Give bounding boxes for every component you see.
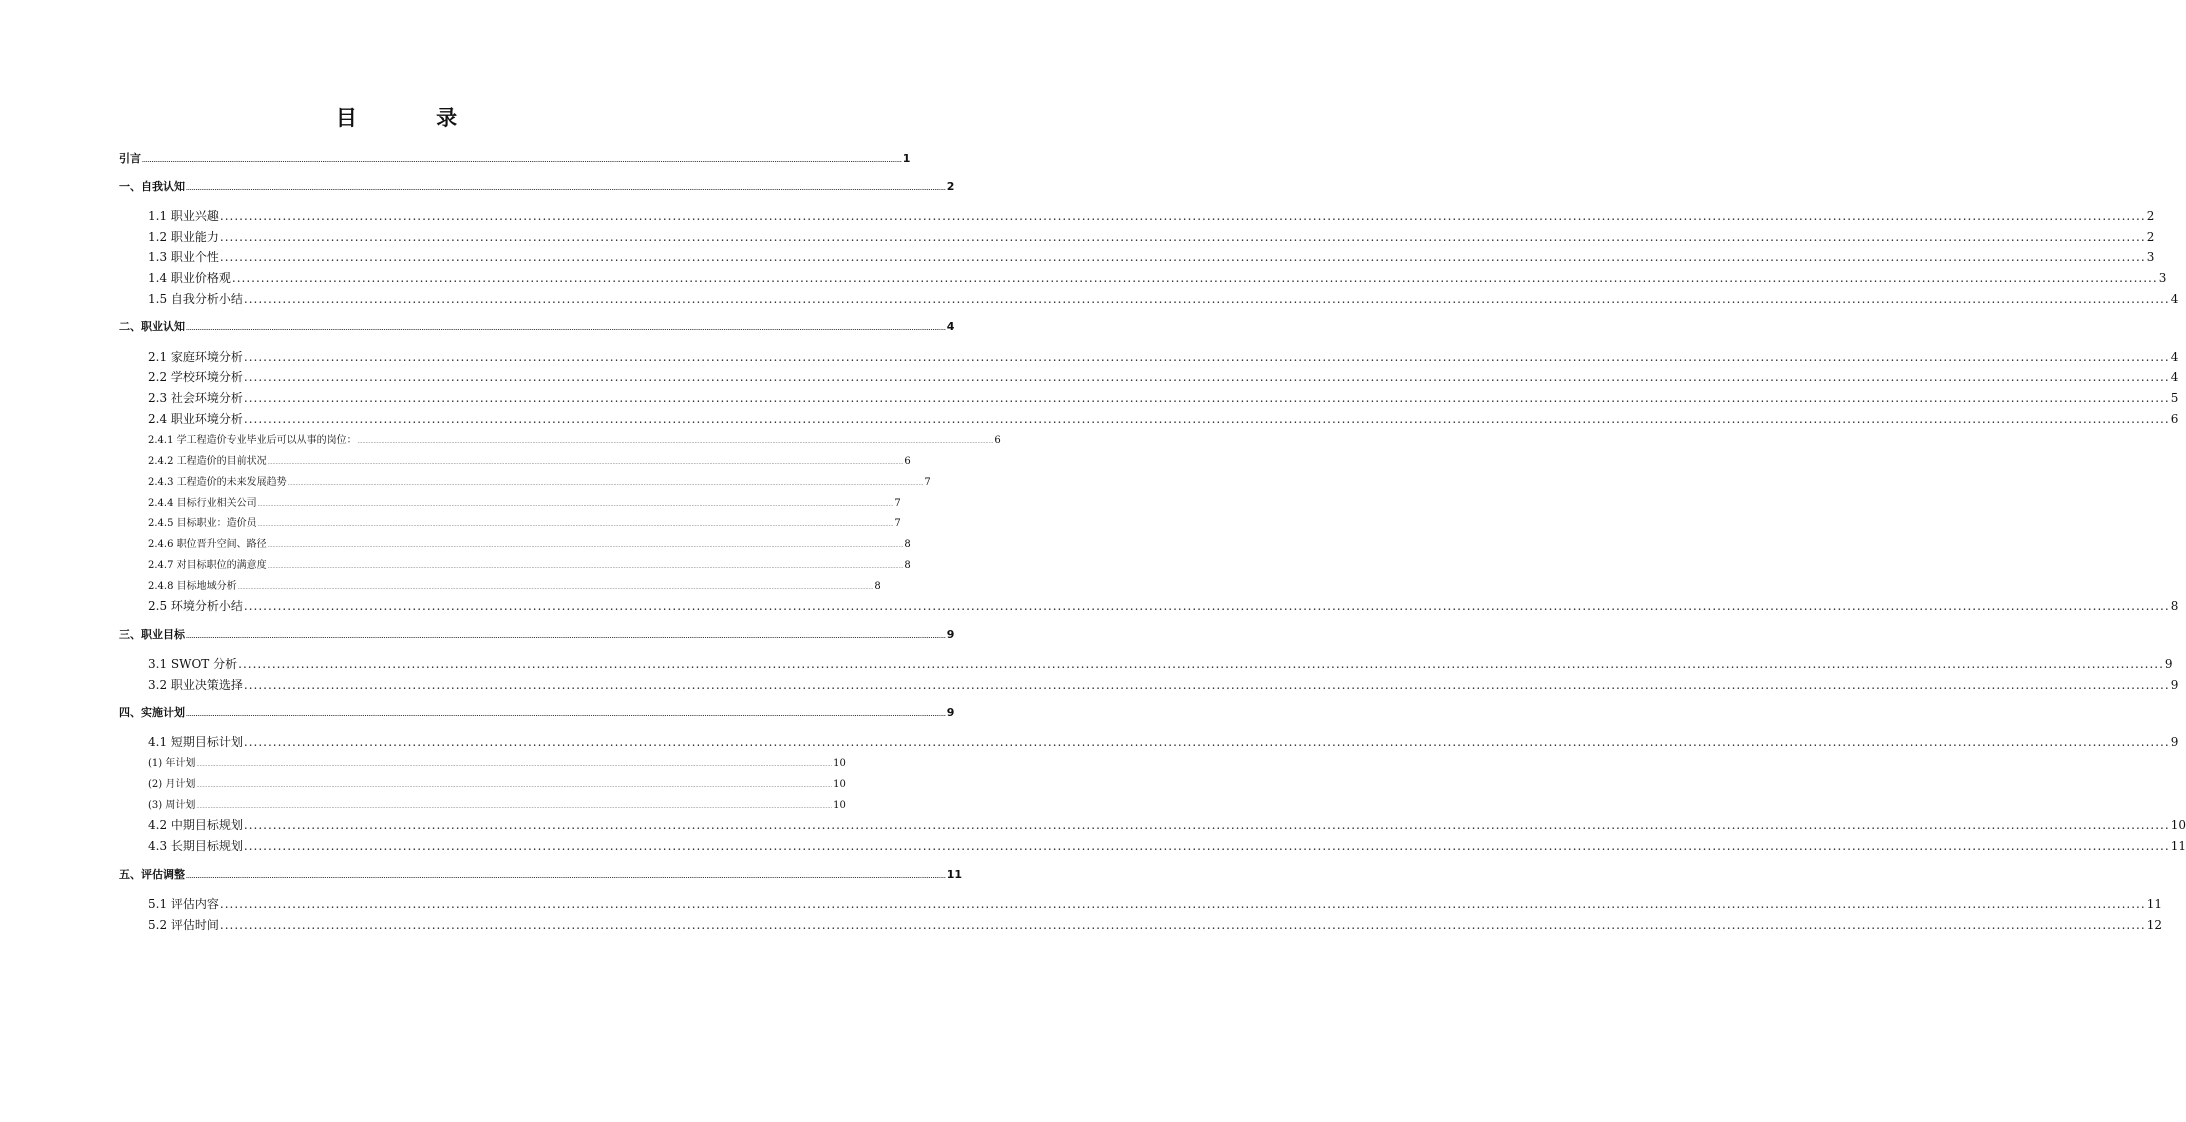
toc-entry-label: 2.4.2 工程造价的目前状况 xyxy=(148,456,267,467)
toc-leader-dots: ................................................................................................................................................................................................................................................................................................................................................................................................................ xyxy=(267,543,904,549)
toc-page-number: 7 xyxy=(894,498,901,509)
toc-page-number: 8 xyxy=(904,560,911,571)
toc-page-number: 9 xyxy=(2170,678,2179,692)
toc-leader-dots: ................................................................................................................................................................................................................................................................................................................................................................................................................ xyxy=(357,439,994,445)
toc-entry-label: 2.4.7 对目标职位的满意度 xyxy=(148,560,267,571)
toc-page-number: 4 xyxy=(946,320,955,333)
toc-entry-label: (3) 周计划 xyxy=(148,800,196,811)
toc-page-number: 9 xyxy=(946,706,955,719)
page-title: 目 录 xyxy=(335,106,494,130)
toc-entry[interactable] xyxy=(148,452,911,467)
toc-leader-dots: ................................................................................................................................................................................................................................................................................................................................................................................................................ xyxy=(196,804,833,810)
toc-page-number: 10 xyxy=(833,800,846,811)
toc-entry-label: 2.4.3 工程造价的未来发展趋势 xyxy=(148,477,287,488)
toc-leader-dots: ................................................................................................................................................................................................................................................................................................................................................................................................................ xyxy=(243,678,2170,692)
toc-entry-label: 2.4.5 目标职业：造价员 xyxy=(148,518,257,529)
toc-entry[interactable] xyxy=(148,733,2179,750)
toc-entry[interactable] xyxy=(119,178,955,194)
toc-leader-dots: ................................................................................................................................................................................................................................................................................................................................................................................................................ xyxy=(231,271,2158,285)
toc-leader-dots: ................................................................................................................................................................................................................................................................................................................................................................................................................ xyxy=(267,564,904,570)
toc-entry[interactable] xyxy=(148,207,2155,224)
toc-entry-label: 4.2 中期目标规划 xyxy=(148,818,243,832)
toc-entry-label: (1) 年计划 xyxy=(148,758,196,769)
toc-entry[interactable] xyxy=(148,895,2162,912)
toc-entry[interactable] xyxy=(148,916,2162,933)
toc-leader-dots: ................................................................................................................................................................................................................................................................................................................................................................................................................ xyxy=(243,599,2170,613)
toc-entry-label: 1.3 职业个性 xyxy=(148,250,219,264)
toc-entry[interactable] xyxy=(148,796,846,811)
toc-entry[interactable] xyxy=(148,290,2179,307)
toc-entry-label: 2.4.1 学工程造价专业毕业后可以从事的岗位： xyxy=(148,435,357,446)
toc-entry[interactable] xyxy=(148,494,901,509)
toc-entry-label: 1.1 职业兴趣 xyxy=(148,209,219,223)
toc-leader-dots: ................................................................................................................................................................................................................................................................................................................................................................................................................ xyxy=(243,292,2170,306)
toc-leader-dots: ................................................................................................................................................................................................................................................................................................................................................................................................................ xyxy=(186,186,946,192)
toc-page-number: 2 xyxy=(946,180,955,193)
toc-entry[interactable] xyxy=(119,318,955,334)
toc-page-number: 3 xyxy=(2158,271,2167,285)
toc-entry-label: 1.2 职业能力 xyxy=(148,230,219,244)
toc-page-number: 6 xyxy=(904,456,911,467)
toc-leader-dots: ................................................................................................................................................................................................................................................................................................................................................................................................................ xyxy=(238,657,2164,671)
toc-entry-label: 5.2 评估时间 xyxy=(148,918,219,932)
toc-entry-label: 五、评估调整 xyxy=(119,868,185,881)
toc-page-number: 10 xyxy=(2170,818,2186,832)
toc-entry[interactable] xyxy=(148,514,901,529)
toc-page-number: 6 xyxy=(994,435,1001,446)
toc-entry[interactable] xyxy=(148,348,2179,365)
toc-entry[interactable] xyxy=(148,754,846,769)
toc-entry[interactable] xyxy=(119,150,911,166)
toc-page-number: 5 xyxy=(2170,391,2179,405)
toc-page-number: 10 xyxy=(833,758,846,769)
toc-entry[interactable] xyxy=(119,626,955,642)
toc-leader-dots: ................................................................................................................................................................................................................................................................................................................................................................................................................ xyxy=(243,818,2170,832)
toc-leader-dots: ................................................................................................................................................................................................................................................................................................................................................................................................................ xyxy=(219,250,2146,264)
toc-entry[interactable] xyxy=(148,410,2179,427)
toc-entry[interactable] xyxy=(119,866,963,882)
toc-page-number: 1 xyxy=(902,152,911,165)
toc-entry[interactable] xyxy=(148,775,846,790)
toc-entry-label: 一、自我认知 xyxy=(119,180,185,193)
toc-page-number: 7 xyxy=(894,518,901,529)
toc-leader-dots: ................................................................................................................................................................................................................................................................................................................................................................................................................ xyxy=(257,502,894,508)
toc-page-number: 4 xyxy=(2170,350,2179,364)
toc-entry-label: 2.4 职业环境分析 xyxy=(148,412,243,426)
toc-leader-dots: ................................................................................................................................................................................................................................................................................................................................................................................................................ xyxy=(186,634,946,640)
toc-entry-label: 4.3 长期目标规划 xyxy=(148,839,243,853)
toc-page-number: 8 xyxy=(874,581,881,592)
toc-page-number: 9 xyxy=(2164,657,2173,671)
toc-page-number: 10 xyxy=(833,779,846,790)
toc-entry-label: 二、职业认知 xyxy=(119,320,185,333)
toc-entry-label: 3.1 SWOT 分析 xyxy=(148,657,238,671)
toc-entry[interactable] xyxy=(148,837,2186,854)
toc-leader-dots: ................................................................................................................................................................................................................................................................................................................................................................................................................ xyxy=(257,522,894,528)
toc-page-number: 8 xyxy=(2170,599,2179,613)
toc-entry[interactable] xyxy=(148,655,2173,672)
toc-leader-dots: ................................................................................................................................................................................................................................................................................................................................................................................................................ xyxy=(267,460,904,466)
toc-leader-dots: ................................................................................................................................................................................................................................................................................................................................................................................................................ xyxy=(243,735,2170,749)
toc-leader-dots: ................................................................................................................................................................................................................................................................................................................................................................................................................ xyxy=(243,370,2170,384)
toc-leader-dots: ................................................................................................................................................................................................................................................................................................................................................................................................................ xyxy=(186,326,946,332)
toc-entry-label: 1.4 职业价格观 xyxy=(148,271,231,285)
toc-entry[interactable] xyxy=(148,228,2155,245)
toc-entry-label: 2.4.6 职位晋升空间、路径 xyxy=(148,539,267,550)
toc-entry-label: 4.1 短期目标计划 xyxy=(148,735,243,749)
toc-entry-label: 2.4.8 目标地域分析 xyxy=(148,581,237,592)
toc-leader-dots: ................................................................................................................................................................................................................................................................................................................................................................................................................ xyxy=(196,762,833,768)
toc-leader-dots: ................................................................................................................................................................................................................................................................................................................................................................................................................ xyxy=(219,897,2146,911)
toc-page-number: 2 xyxy=(2146,230,2155,244)
toc-entry-label: 5.1 评估内容 xyxy=(148,897,219,911)
toc-entry[interactable] xyxy=(148,473,931,488)
toc-leader-dots: ................................................................................................................................................................................................................................................................................................................................................................................................................ xyxy=(186,874,946,880)
toc-leader-dots: ................................................................................................................................................................................................................................................................................................................................................................................................................ xyxy=(243,839,2170,853)
toc-entry-label: 2.1 家庭环境分析 xyxy=(148,350,243,364)
toc-page-number: 11 xyxy=(2170,839,2186,853)
toc-entry-label: 1.5 自我分析小结 xyxy=(148,292,243,306)
toc-page-number: 9 xyxy=(2170,735,2179,749)
toc-page-number: 7 xyxy=(924,477,931,488)
toc-page-number: 9 xyxy=(946,628,955,641)
toc-leader-dots: ................................................................................................................................................................................................................................................................................................................................................................................................................ xyxy=(243,350,2170,364)
toc-leader-dots: ................................................................................................................................................................................................................................................................................................................................................................................................................ xyxy=(219,209,2146,223)
toc-entry-label: 四、实施计划 xyxy=(119,706,185,719)
toc-leader-dots: ................................................................................................................................................................................................................................................................................................................................................................................................................ xyxy=(186,712,946,718)
toc-entry[interactable] xyxy=(119,704,955,720)
toc-leader-dots: ................................................................................................................................................................................................................................................................................................................................................................................................................ xyxy=(196,783,833,789)
toc-entry-label: (2) 月计划 xyxy=(148,779,196,790)
toc-leader-dots: ................................................................................................................................................................................................................................................................................................................................................................................................................ xyxy=(243,391,2170,405)
toc-page-number: 11 xyxy=(946,868,963,881)
toc-entry-label: 三、职业目标 xyxy=(119,628,185,641)
toc-entry[interactable] xyxy=(148,431,1001,446)
toc-entry-label: 引言 xyxy=(119,152,141,165)
toc-entry[interactable] xyxy=(148,556,911,571)
toc-entry-label: 2.5 环境分析小结 xyxy=(148,599,243,613)
toc-leader-dots: ................................................................................................................................................................................................................................................................................................................................................................................................................ xyxy=(237,585,874,591)
toc-page-number: 6 xyxy=(2170,412,2179,426)
toc-page-number: 12 xyxy=(2146,918,2162,932)
toc-entry[interactable] xyxy=(148,269,2167,286)
toc-leader-dots: ................................................................................................................................................................................................................................................................................................................................................................................................................ xyxy=(243,412,2170,426)
toc-leader-dots: ................................................................................................................................................................................................................................................................................................................................................................................................................ xyxy=(287,481,924,487)
toc-page-number: 11 xyxy=(2146,897,2162,911)
toc-entry[interactable] xyxy=(148,816,2186,833)
toc-page-number: 2 xyxy=(2146,209,2155,223)
toc-entry-label: 2.4.4 目标行业相关公司 xyxy=(148,498,257,509)
toc-entry-label: 3.2 职业决策选择 xyxy=(148,678,243,692)
toc-entry[interactable] xyxy=(148,597,2179,614)
toc-page-number: 3 xyxy=(2146,250,2155,264)
toc-page-number: 4 xyxy=(2170,370,2179,384)
toc-entry[interactable] xyxy=(148,676,2179,693)
toc-entry[interactable] xyxy=(148,368,2179,385)
toc-leader-dots: ................................................................................................................................................................................................................................................................................................................................................................................................................ xyxy=(219,230,2146,244)
toc-entry[interactable] xyxy=(148,248,2155,265)
toc-entry-label: 2.3 社会环境分析 xyxy=(148,391,243,405)
toc-entry-label: 2.2 学校环境分析 xyxy=(148,370,243,384)
toc-entry[interactable] xyxy=(148,535,911,550)
toc-page-number: 4 xyxy=(2170,292,2179,306)
toc-leader-dots: ................................................................................................................................................................................................................................................................................................................................................................................................................ xyxy=(142,158,902,164)
toc-page-number: 8 xyxy=(904,539,911,550)
toc-entry[interactable] xyxy=(148,577,881,592)
toc-leader-dots: ................................................................................................................................................................................................................................................................................................................................................................................................................ xyxy=(219,918,2146,932)
toc-entry[interactable] xyxy=(148,389,2179,406)
